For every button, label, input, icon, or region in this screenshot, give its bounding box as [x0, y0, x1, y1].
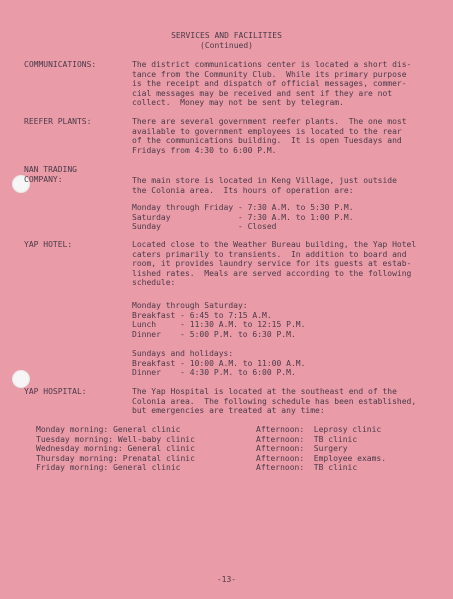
communications-text: The district communications center is located a short dis- tance from the Community Club. While its primary purpose is the receipt and dispatch of official messages, commer- cial messages may be received and sent if they are not collect. Money may not be sent by telegram. [132, 60, 412, 108]
communications-label: COMMUNICATIONS: [24, 60, 97, 69]
yap-hotel-text: Located close to the Weather Bureau building, the Yap Hotel caters primarily to transients. In addition to board and room, it provides laundry service for its guests at estab- lished rates. Meals are served according to the following schedule: [132, 240, 417, 288]
nan-trading-text: The main store is located in Keng Village, just outside the Colonia area. Its hours of operation are: [132, 176, 397, 195]
hospital-afternoon-schedule: Afternoon: Leprosy clinic Afternoon: TB clinic Afternoon: Surgery Afternoon: Employee exams. Afternoon: TB clinic [256, 425, 387, 473]
binder-hole-bottom [12, 370, 30, 388]
hospital-morning-schedule: Monday morning: General clinic Tuesday morning: Well-baby clinic Wednesday morning: General clinic Thursday morning: Prenatal clinic Friday morning: General clinic [36, 425, 195, 473]
yap-hospital-text: The Yap Hospital is located at the southeast end of the Colonia area. The following schedule has been established, but emergencies are treated at any time: [132, 387, 417, 416]
nan-trading-hours: Monday through Friday - 7:30 A.M. to 5:30 P.M. Saturday - 7:30 A.M. to 1:00 P.M. Sunday - Closed [132, 203, 354, 232]
reefer-plants-label: REEFER PLANTS: [24, 117, 92, 126]
page-subtitle: (Continued) [200, 41, 253, 50]
yap-hospital-label: YAP HOSPITAL: [24, 387, 87, 396]
yap-hotel-label: YAP HOTEL: [24, 240, 73, 249]
reefer-plants-text: There are several government reefer plants. The one most available to government employees is located to the rear of the communications building. It is open Tuesdays and Fridays from 4:30 to 6:00 P.M. [132, 117, 407, 155]
page-number: -13- [216, 575, 237, 584]
yap-hotel-weekday-meals: Monday through Saturday: Breakfast - 6:45 to 7:15 A.M. Lunch - 11:30 A.M. to 12:15 P.M. Dinner - 5:00 P.M. to 6:30 P.M. [132, 301, 306, 339]
nan-trading-label: NAN TRADING COMPANY: [24, 165, 77, 184]
page-title: SERVICES AND FACILITIES [171, 31, 282, 40]
yap-hotel-sunday-meals: Sundays and holidays: Breakfast - 10:00 A.M. to 11:00 A.M. Dinner - 4:30 P.M. to 6:00 P.M. [132, 349, 306, 378]
